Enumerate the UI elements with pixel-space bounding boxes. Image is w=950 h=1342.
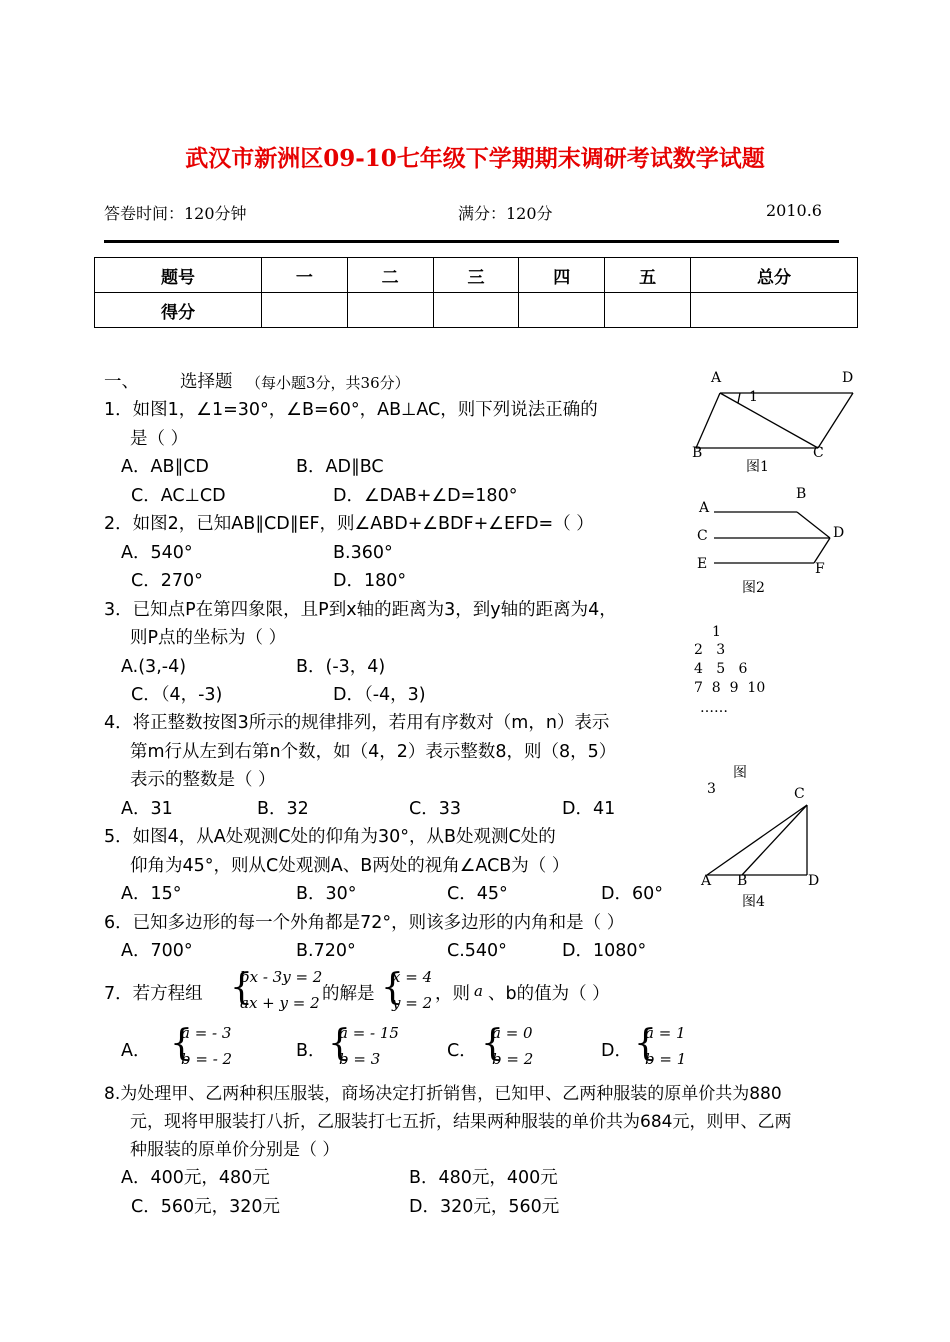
q7-solution-eq1: x = 4 <box>392 968 433 986</box>
q7-option-b-eq2: b = 3 <box>339 1050 381 1068</box>
q7-stem-then: ，则 <box>435 984 470 1004</box>
fig2-caption: 图2 <box>742 580 765 596</box>
score-header-cell: 一 <box>261 258 347 293</box>
q4-option-a[interactable]: A．31 <box>121 799 173 819</box>
section-note: （每小题3分，共36分） <box>246 374 410 392</box>
q4-stem-cont: 第m行从左到右第n个数，如（4，2）表示整数8，则（8，5） <box>130 742 617 762</box>
fig4-label-a: A <box>701 873 712 889</box>
q2-option-c[interactable]: C．270° <box>131 571 203 591</box>
q3-option-c[interactable]: C．（4，-3) <box>131 685 223 705</box>
fig3-caption: 图 <box>733 765 747 781</box>
q7-option-d-brace: { <box>634 1023 657 1064</box>
q7-stem-mid: 的解是 <box>322 984 375 1004</box>
score-cell[interactable] <box>433 293 519 328</box>
header-rule <box>104 240 839 243</box>
q7-system-eq1: bx - 3y = 2 <box>240 968 323 986</box>
fig3-row3: 4 5 6 <box>694 661 748 677</box>
score-cell[interactable] <box>347 293 433 328</box>
q7-option-a-brace: { <box>170 1023 193 1064</box>
score-header-row <box>95 258 858 293</box>
q7-option-a[interactable]: A． <box>121 1041 151 1061</box>
q7-option-d-eq2: b = 1 <box>645 1050 687 1068</box>
score-cell[interactable] <box>691 293 858 328</box>
fig1-label-c: C <box>813 445 824 461</box>
fig1-caption: 图1 <box>746 459 769 475</box>
score-header-cell: 二 <box>347 258 433 293</box>
q1-option-c[interactable]: C．AC⊥CD <box>131 486 226 506</box>
q1-stem: 1．如图1，∠1=30°，∠B=60°，AB⊥AC，则下列说法正确的 <box>104 400 598 420</box>
q4-stem: 4．将正整数按图3所示的规律排列，若用有序数对（m，n）表示 <box>104 713 610 733</box>
q7-option-d-eq1: a = 1 <box>645 1024 686 1042</box>
figure2-diagram <box>700 500 850 575</box>
q8-option-d[interactable]: D．320元，560元 <box>409 1197 560 1217</box>
score-table <box>94 257 858 328</box>
figure1-diagram <box>690 385 865 460</box>
fig4-label-b: B <box>737 873 748 889</box>
fig3-row4: 7 8 9 10 <box>694 680 766 696</box>
figure4-diagram <box>700 795 820 880</box>
q4-option-d[interactable]: D．41 <box>562 799 616 819</box>
q7-system-brace: { <box>230 967 253 1008</box>
q4-option-c[interactable]: C．33 <box>409 799 461 819</box>
q5-stem: 5．如图4，从A处观测C处的仰角为30°，从B处观测C处的 <box>104 827 556 847</box>
q3-option-d[interactable]: D．（-4，3) <box>333 685 426 705</box>
q3-option-a[interactable]: A.(3,-4) <box>121 657 187 677</box>
q6-option-c[interactable]: C.540° <box>447 941 507 961</box>
q7-option-a-eq2: b = - 2 <box>181 1050 233 1068</box>
fig2-label-b: B <box>796 486 807 502</box>
q7-stem: 7．若方程组 <box>104 984 203 1004</box>
q7-solution-brace: { <box>381 967 404 1008</box>
score-cell[interactable] <box>605 293 691 328</box>
score-header-cell: 五 <box>605 258 691 293</box>
fig4-caption: 图4 <box>742 894 765 910</box>
exam-date: 2010.6 <box>766 201 822 220</box>
fig3-row1: 1 <box>712 624 721 640</box>
fig1-label-b: B <box>692 445 703 461</box>
q7-system-eq2: ax + y = 2 <box>240 994 320 1012</box>
q7-option-c-brace: { <box>481 1023 504 1064</box>
fig2-label-a: A <box>699 500 710 516</box>
q3-stem: 3．已知点P在第四象限，且P到x轴的距离为3，到y轴的距离为4， <box>104 600 617 620</box>
score-cell[interactable] <box>261 293 347 328</box>
score-header-cell: 四 <box>519 258 605 293</box>
fig3-row5: …… <box>700 700 728 716</box>
page-title: 武汉市新洲区09-10七年级下学期期末调研考试数学试题 <box>185 145 765 172</box>
q1-option-b[interactable]: B．AD∥BC <box>296 457 384 477</box>
score-header-cell: 题号 <box>95 258 262 293</box>
q3-stem-cont: 则P点的坐标为（ ） <box>130 628 287 648</box>
section-title: 选择题 <box>180 372 233 392</box>
fig4-label-d: D <box>808 873 820 889</box>
fig1-label-a: A <box>711 370 722 386</box>
q5-option-d[interactable]: D．60° <box>601 884 663 904</box>
q8-stem-cont2: 种服装的原单价分别是（ ） <box>130 1140 340 1160</box>
fig2-label-e: E <box>697 556 708 572</box>
q7-solution-eq2: y = 2 <box>392 994 433 1012</box>
q8-stem-cont: 元，现将甲服装打八折，乙服装打七五折，结果两种服装的单价共为684元，则甲、乙两 <box>130 1112 792 1132</box>
q5-option-c[interactable]: C．45° <box>447 884 508 904</box>
q3-option-b[interactable]: B．(-3，4) <box>296 657 386 677</box>
q4-stem-cont2: 表示的整数是（ ） <box>130 770 276 790</box>
q8-option-a[interactable]: A．400元，480元 <box>121 1168 270 1188</box>
q2-option-b[interactable]: B.360° <box>333 543 393 563</box>
full-score: 满分：120分 <box>458 204 553 223</box>
fig2-label-d: D <box>833 525 845 541</box>
q6-option-b[interactable]: B.720° <box>296 941 356 961</box>
exam-time: 答卷时间：120分钟 <box>104 204 247 223</box>
q2-option-d[interactable]: D．180° <box>333 571 407 591</box>
fig3-caption-number: 3 <box>707 781 716 797</box>
q7-option-b[interactable]: B． <box>296 1041 326 1061</box>
score-cell[interactable] <box>519 293 605 328</box>
q5-option-a[interactable]: A．15° <box>121 884 182 904</box>
q8-stem: 8.为处理甲、乙两种积压服装，商场决定打折销售，已知甲、乙两种服装的原单价共为880 <box>104 1084 782 1104</box>
q1-option-d[interactable]: D．∠DAB+∠D=180° <box>333 486 518 506</box>
q7-stem-end: 、b的值为（ ） <box>488 984 610 1004</box>
fig2-label-c: C <box>697 528 708 544</box>
score-row-label: 得分 <box>95 293 262 328</box>
fig3-row2: 2 3 <box>694 642 726 658</box>
q1-stem-cont: 是（ ） <box>130 429 189 449</box>
score-header-cell: 总分 <box>691 258 858 293</box>
fig4-label-c: C <box>794 786 805 802</box>
q7-option-c-eq1: a = 0 <box>492 1024 533 1042</box>
q5-option-b[interactable]: B．30° <box>296 884 357 904</box>
q8-option-c[interactable]: C．560元，320元 <box>131 1197 281 1217</box>
fig2-label-f: F <box>815 561 825 577</box>
q1-option-a[interactable]: A．AB∥CD <box>121 457 209 477</box>
fig1-label-d: D <box>842 370 854 386</box>
q2-stem: 2．如图2，已知AB∥CD∥EF，则∠ABD+∠BDF+∠EFD=（ ） <box>104 514 594 534</box>
q6-stem: 6．已知多边形的每一个外角都是72°，则该多边形的内角和是（ ） <box>104 913 625 933</box>
q5-stem-cont: 仰角为45°，则从C处观测A、B两处的视角∠ACB为（ ） <box>130 856 570 876</box>
q7-option-d[interactable]: D． <box>601 1041 632 1061</box>
q7-var-a: a <box>474 982 483 1000</box>
q7-option-b-brace: { <box>328 1023 351 1064</box>
q7-option-a-eq1: a = - 3 <box>181 1024 232 1042</box>
fig1-angle-label: 1 <box>749 389 758 405</box>
q6-option-a[interactable]: A．700° <box>121 941 193 961</box>
score-header-cell: 三 <box>433 258 519 293</box>
q7-option-c-eq2: b = 2 <box>492 1050 534 1068</box>
q8-option-b[interactable]: B．480元，400元 <box>409 1168 558 1188</box>
q6-option-d[interactable]: D．1080° <box>562 941 647 961</box>
score-row <box>95 293 858 328</box>
section-number: 一、 <box>104 372 139 392</box>
q7-option-b-eq1: a = - 15 <box>339 1024 399 1042</box>
q7-option-c[interactable]: C． <box>447 1041 477 1061</box>
q4-option-b[interactable]: B．32 <box>257 799 309 819</box>
q2-option-a[interactable]: A．540° <box>121 543 193 563</box>
